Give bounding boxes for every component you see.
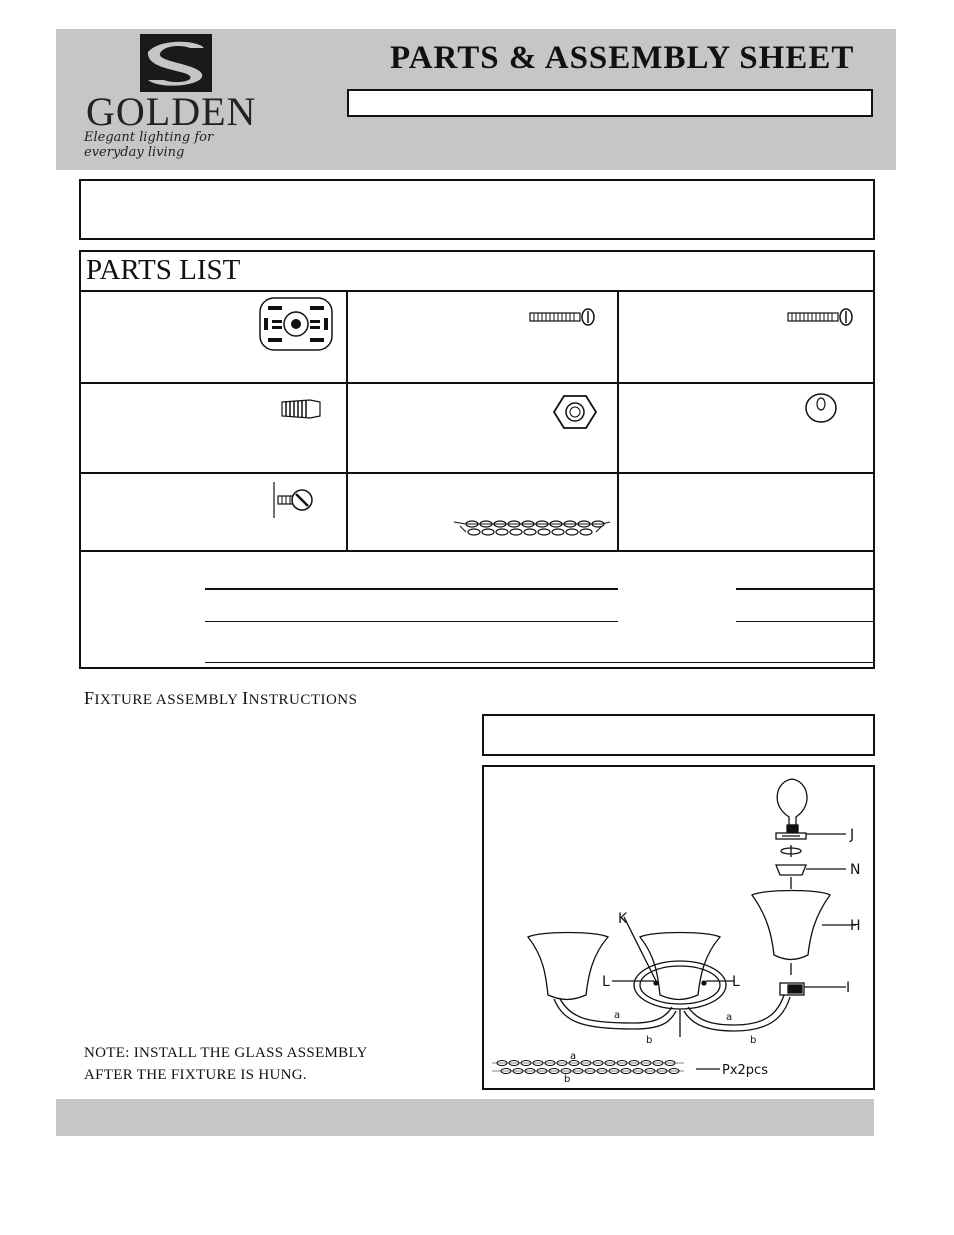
label-j: J [850, 827, 855, 843]
model-number-box [347, 89, 873, 117]
label-l-left: L [602, 974, 610, 990]
label-arm-b-right: b [750, 1035, 757, 1046]
wire-nut-icon [280, 398, 322, 420]
label-i: I [846, 980, 851, 996]
brand-name: GOLDEN [86, 89, 257, 134]
label-arm-b-left: b [646, 1035, 653, 1046]
footer-band [56, 1099, 874, 1136]
finial-ball-icon [804, 392, 838, 424]
brand-tagline: Elegant lighting for everyday living [84, 130, 214, 160]
parts-divider [346, 290, 348, 552]
golden-logo-icon [140, 34, 212, 92]
assembly-diagram [482, 765, 875, 1090]
form-line [205, 588, 618, 590]
warning-box [482, 714, 875, 756]
thumb-screw-icon [270, 480, 316, 520]
parts-divider [79, 472, 875, 474]
form-line [736, 588, 874, 590]
label-arm-a-left: a [614, 1010, 621, 1021]
parts-divider [617, 290, 619, 552]
parts-list-box [79, 250, 875, 669]
parts-divider [79, 550, 875, 552]
label-p: Px2pcs [722, 1063, 768, 1078]
form-line [205, 662, 874, 663]
page-title: PARTS & ASSEMBLY SHEET [390, 40, 855, 76]
mounting-plate-icon [258, 296, 334, 352]
instructions-title: FIXTURE ASSEMBLY INSTRUCTIONS [84, 688, 358, 708]
label-arm-a-right: a [726, 1012, 733, 1023]
hex-nut-icon [552, 394, 598, 430]
label-h: H [850, 918, 861, 934]
label-k: K [618, 911, 628, 927]
note-line: AFTER THE FIXTURE IS HUNG. [84, 1067, 307, 1083]
label-l-right: L [732, 974, 740, 990]
parts-divider [79, 382, 875, 384]
parts-list-title: PARTS LIST [86, 254, 241, 286]
label-n: N [850, 862, 861, 878]
glass-note [84, 1042, 444, 1086]
parts-divider [79, 290, 875, 292]
screw-icon [786, 308, 854, 326]
fixture-diagram-icon [484, 767, 873, 1088]
chain-icon [452, 514, 612, 538]
long-screw-icon [528, 308, 596, 326]
form-line [736, 621, 874, 622]
description-box [79, 179, 875, 240]
note-line: NOTE: INSTALL THE GLASS ASSEMBLY [84, 1045, 368, 1061]
label-chain-b: b [564, 1074, 571, 1085]
label-chain-a: a [570, 1051, 577, 1062]
form-line [205, 621, 618, 622]
